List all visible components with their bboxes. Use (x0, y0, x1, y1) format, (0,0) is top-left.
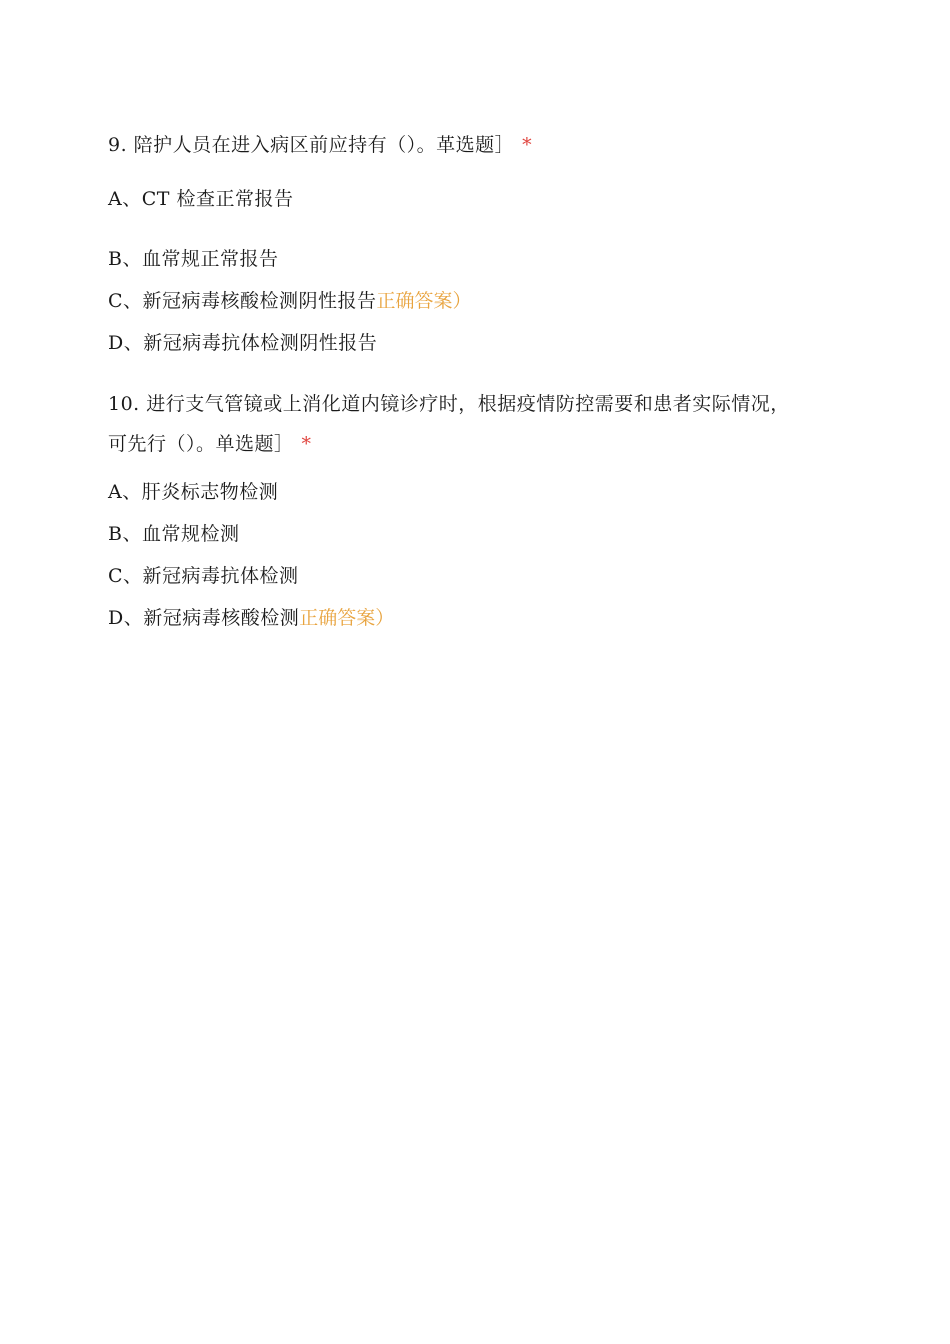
option-label: D、新冠病毒核酸检测 (108, 607, 300, 629)
option-label: A、CT 检查正常报告 (108, 188, 294, 210)
question-9-option-b[interactable] (108, 247, 278, 271)
option-label: B、血常规正常报告 (108, 248, 279, 270)
option-label: C、新冠病毒抗体检测 (108, 565, 299, 587)
option-label: C、新冠病毒核酸检测阴性报告 (108, 290, 377, 312)
option-label: A、肝炎标志物检测 (108, 481, 279, 503)
correct-answer-tag: 正确答案） (299, 607, 395, 629)
question-9-option-c[interactable] (108, 289, 472, 313)
question-10-option-b[interactable] (108, 522, 239, 546)
question-10-option-c[interactable] (108, 564, 299, 588)
question-9-option-a[interactable] (108, 187, 293, 211)
question-10-title-text-cont: 可先行（）。单选题］ (108, 433, 294, 455)
required-star-icon: * (301, 433, 312, 455)
question-10-option-d[interactable] (108, 606, 394, 630)
question-10-title-line1 (108, 392, 790, 416)
question-10-title-line2 (108, 432, 311, 456)
correct-answer-tag: 正确答案） (376, 290, 472, 312)
question-9-title-text: 9. 陪护人员在进入病区前应持有（）。革选题］ (108, 134, 515, 156)
option-label: B、血常规检测 (108, 523, 240, 545)
question-9-option-d[interactable] (108, 331, 377, 355)
option-label: D、新冠病毒抗体检测阴性报告 (108, 332, 378, 354)
required-star-icon: * (522, 134, 532, 156)
question-10-title-text: 10. 进行支气管镜或上消化道内镜诊疗时，根据疫情防控需要和患者实际情况， (108, 393, 790, 415)
question-10-option-a[interactable] (108, 480, 278, 504)
question-9-title (108, 133, 532, 157)
